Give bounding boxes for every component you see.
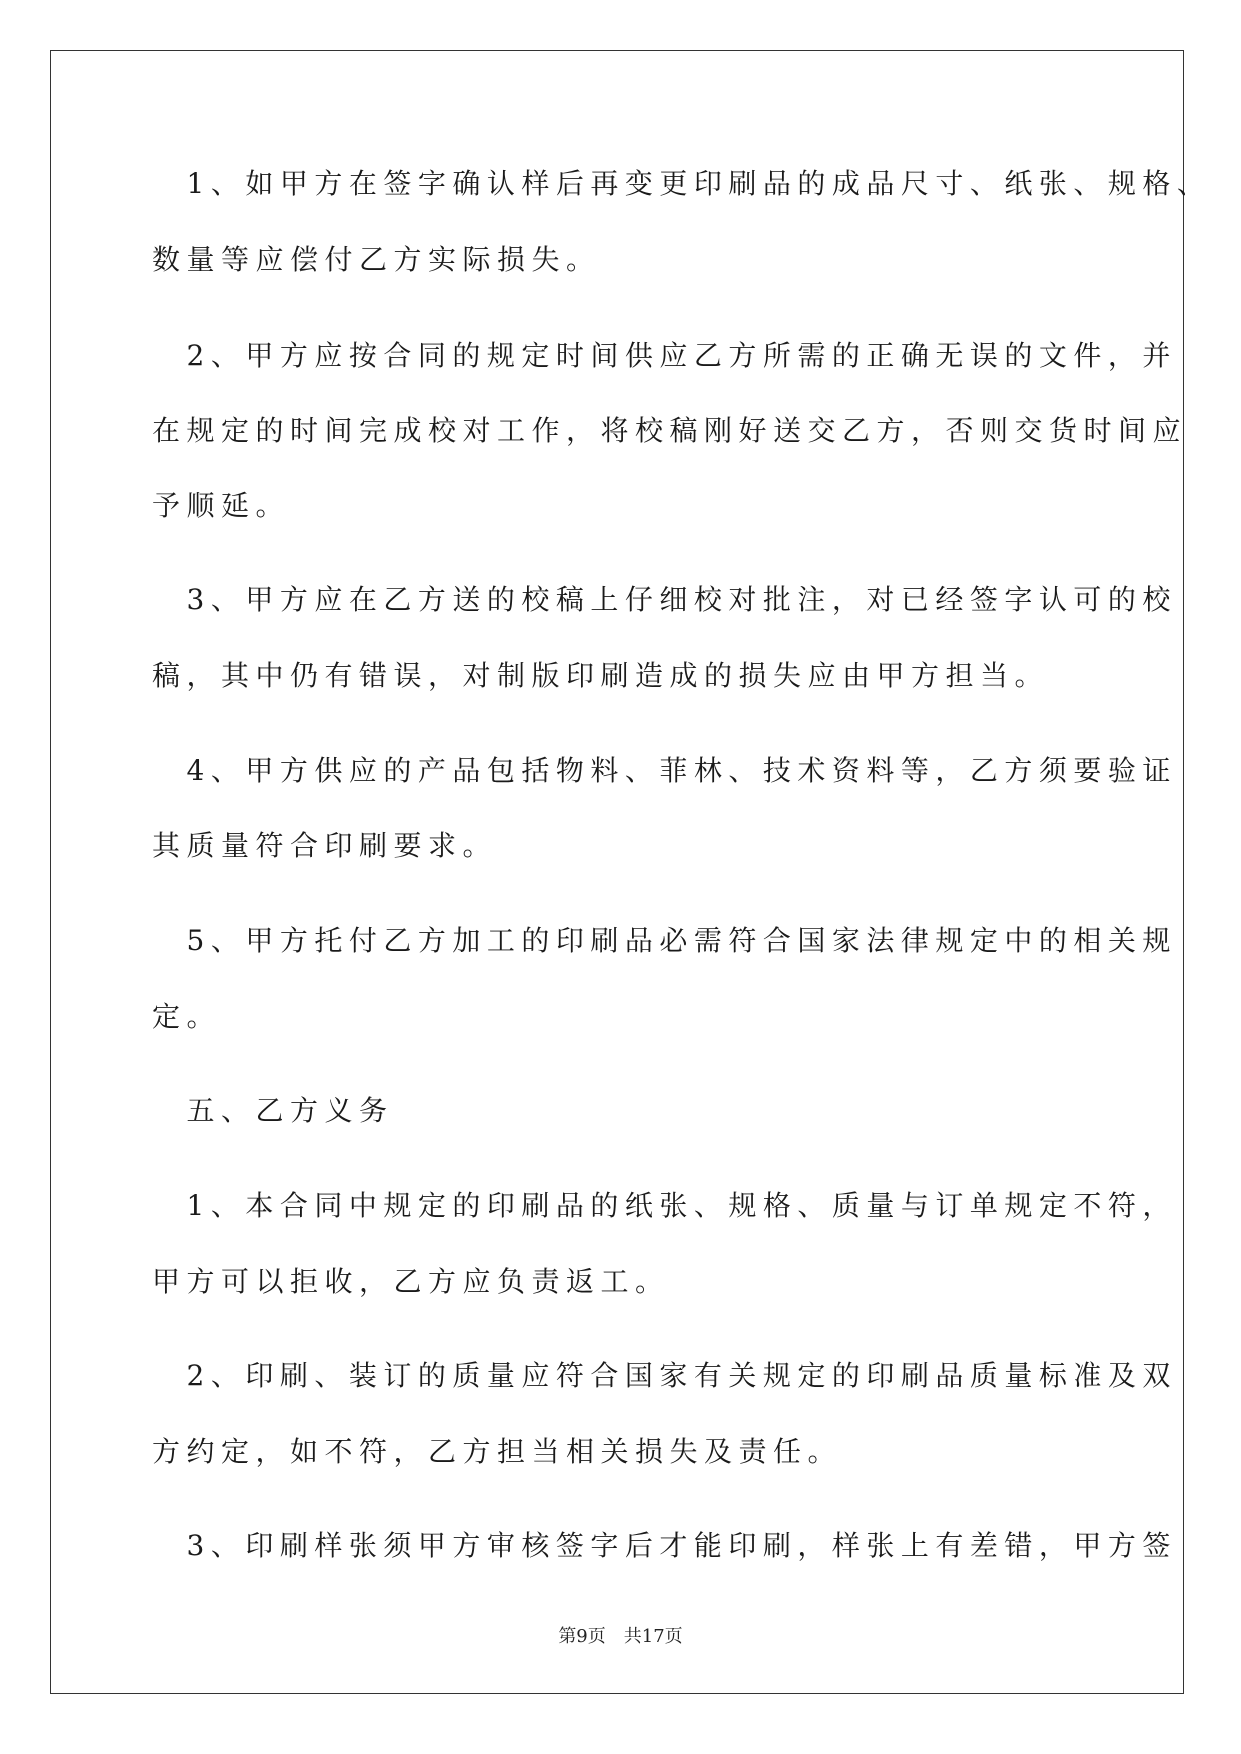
text-line: 1、本合同中规定的印刷品的纸张、规格、质量与订单规定不符， — [152, 1189, 1177, 1222]
text-line: 稿，其中仍有错误，对制版印刷造成的损失应由甲方担当。 — [152, 659, 1050, 692]
text-line: 2、甲方应按合同的规定时间供应乙方所需的正确无误的文件，并 — [152, 339, 1177, 372]
page-footer — [0, 1622, 1241, 1648]
text-line: 甲方可以拒收，乙方应负责返工。 — [152, 1265, 670, 1298]
text-line: 其质量符合印刷要求。 — [152, 829, 498, 862]
page-total: 共17页 — [623, 1626, 683, 1647]
text-line: 4、甲方供应的产品包括物料、菲林、技术资料等，乙方须要验证 — [152, 754, 1177, 787]
text-line: 定。 — [152, 1000, 222, 1033]
text-line: 在规定的时间完成校对工作，将校稿刚好送交乙方，否则交货时间应 — [152, 414, 1188, 447]
text-line: 5、甲方托付乙方加工的印刷品必需符合国家法律规定中的相关规 — [152, 924, 1177, 957]
text-line: 1、如甲方在签字确认样后再变更印刷品的成品尺寸、纸张、规格、 — [152, 167, 1212, 200]
text-line: 3、甲方应在乙方送的校稿上仔细校对批注，对已经签字认可的校 — [152, 583, 1177, 616]
text-line: 3、印刷样张须甲方审核签字后才能印刷，样张上有差错，甲方签 — [152, 1529, 1177, 1562]
text-line: 予顺延。 — [152, 489, 291, 522]
text-line: 方约定，如不符，乙方担当相关损失及责任。 — [152, 1435, 843, 1468]
text-line: 数量等应偿付乙方实际损失。 — [152, 243, 601, 276]
text-line: 2、印刷、装订的质量应符合国家有关规定的印刷品质量标准及双 — [152, 1359, 1177, 1392]
page-number: 第9页 — [558, 1626, 606, 1647]
section-heading: 五、乙方义务 — [152, 1094, 394, 1127]
